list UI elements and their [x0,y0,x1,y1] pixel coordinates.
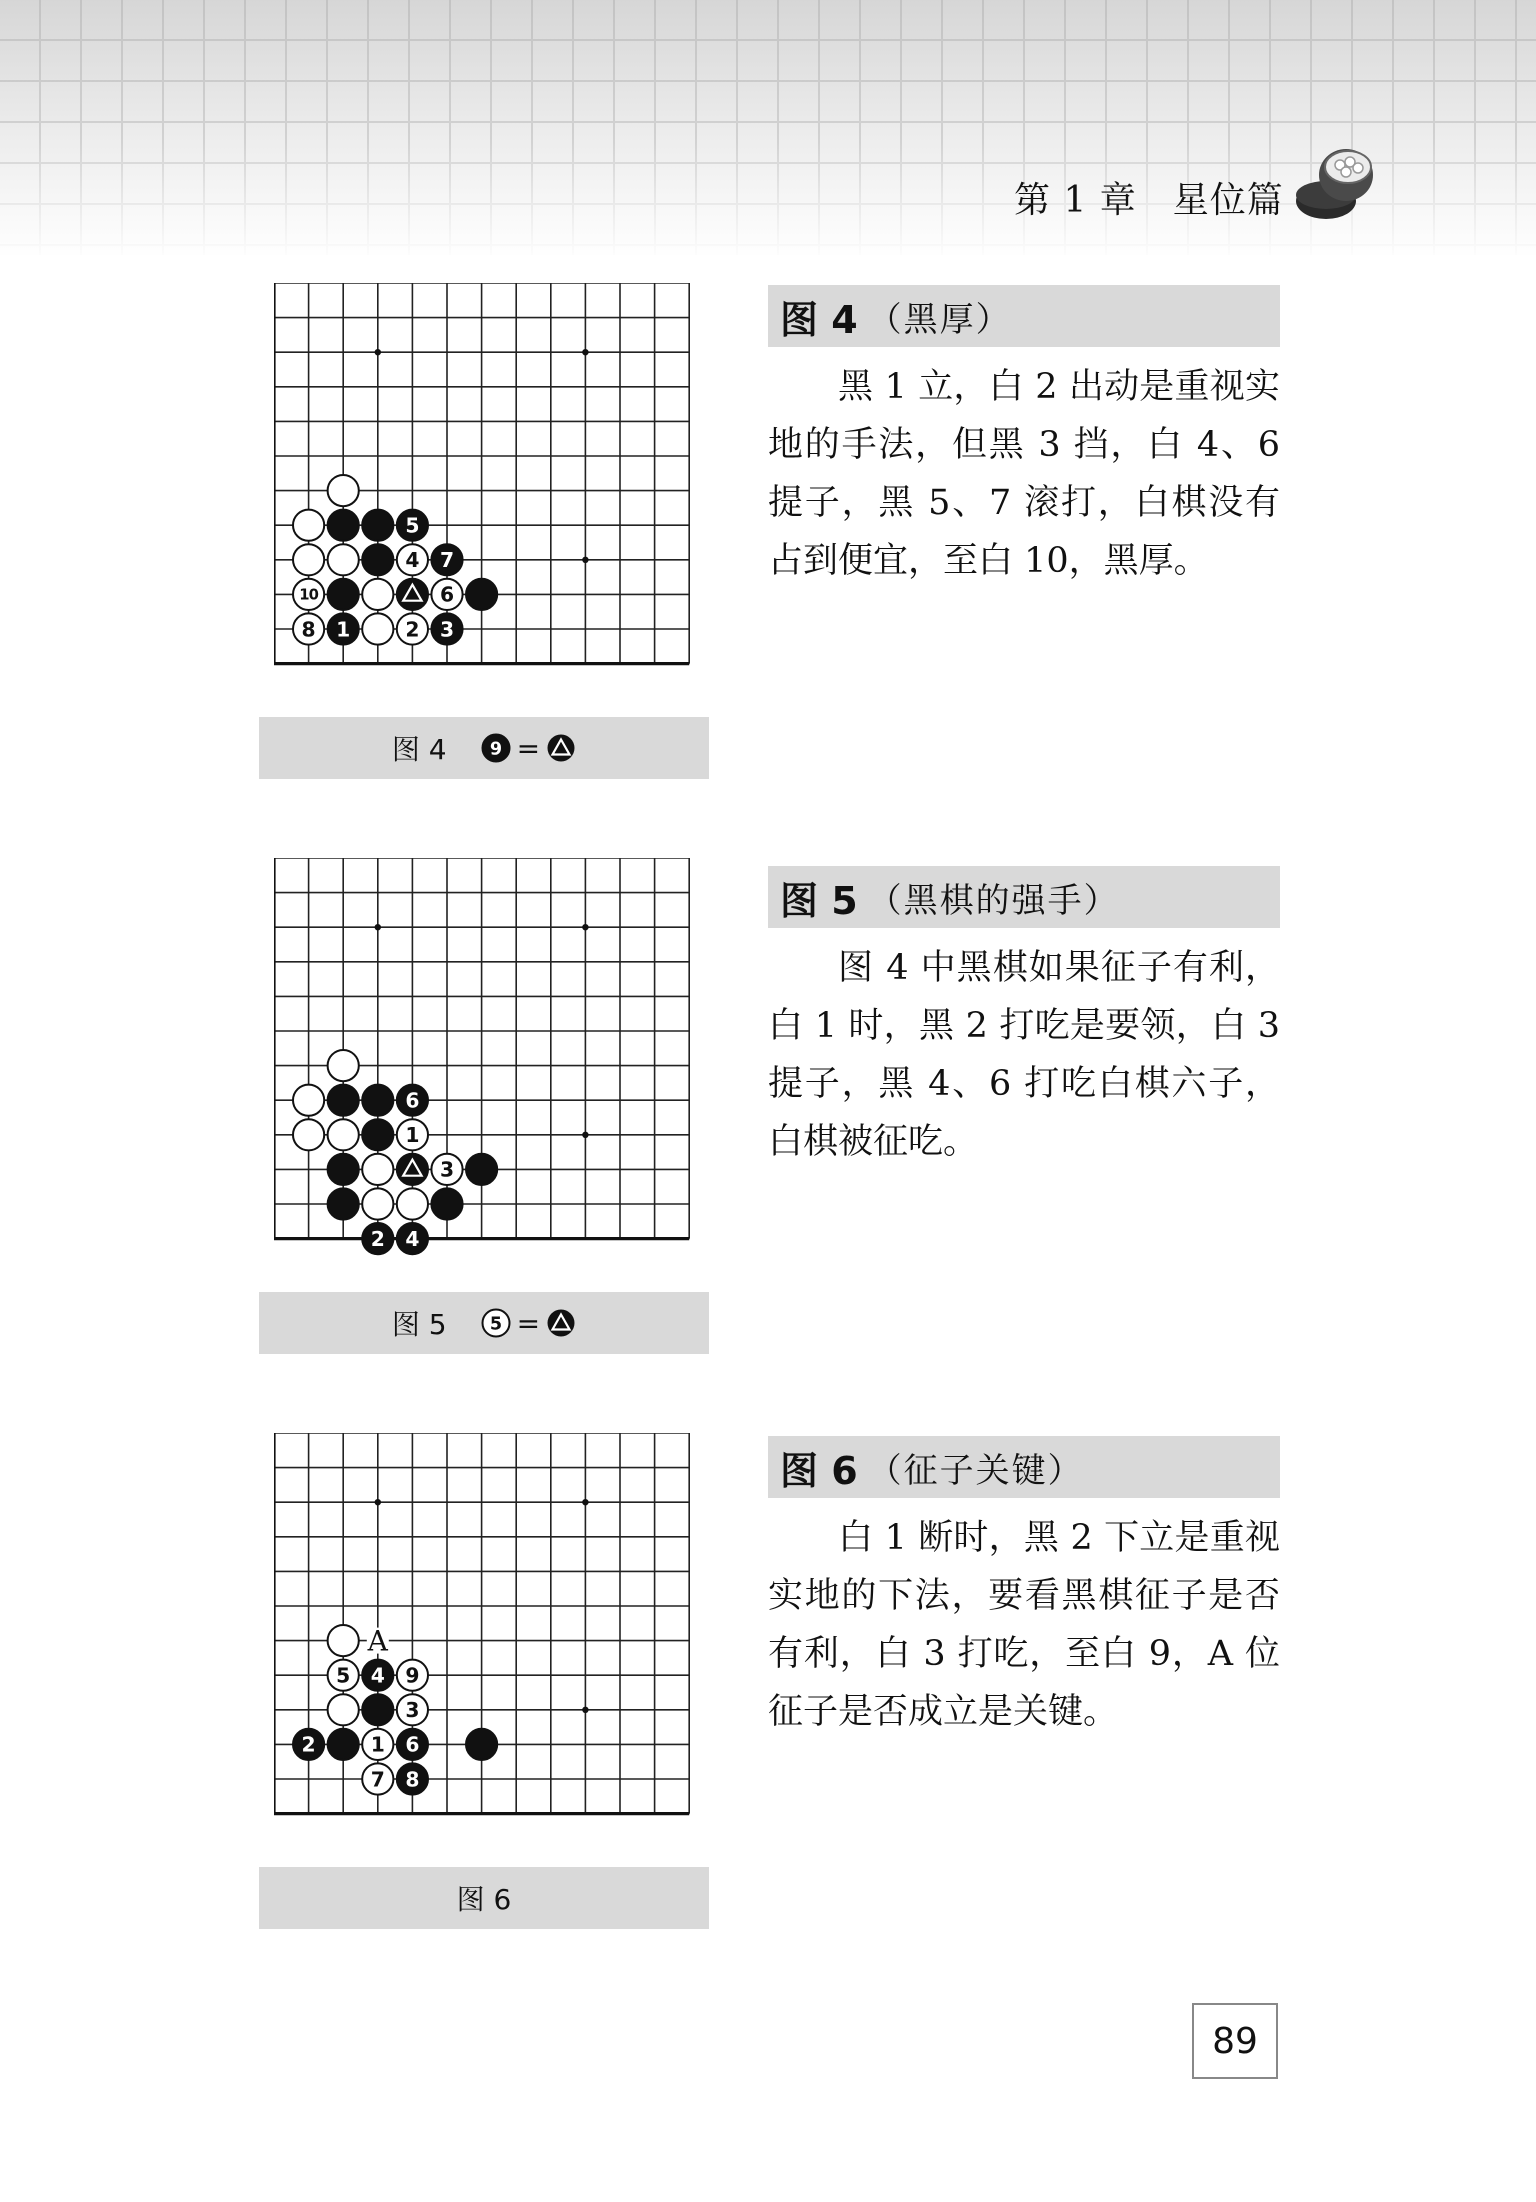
svg-text:6: 6 [405,1088,420,1113]
svg-text:1: 1 [405,1123,420,1148]
go-board-fig6 [274,1433,710,1837]
go-stone [397,1085,428,1116]
svg-text:6: 6 [405,1732,420,1757]
go-stone [328,1119,359,1150]
go-stone [362,1154,393,1185]
go-stone [328,613,359,644]
caption-equals: = [516,731,541,765]
go-stone [328,475,359,506]
go-stone [362,579,393,610]
go-stone [397,544,428,575]
go-stone [362,1188,393,1219]
svg-text:5: 5 [336,1663,351,1688]
go-stone [362,510,393,541]
go-stone [397,1154,428,1185]
go-stone [328,579,359,610]
go-stone [328,1625,359,1656]
go-stone [431,613,462,644]
go-stone [362,544,393,575]
svg-text:5: 5 [405,513,420,538]
chapter-heading [1014,172,1284,223]
caption-label: 图 4 [391,733,447,766]
section-subtitle: （黑厚） [867,299,1012,340]
go-stone [362,1729,393,1760]
go-stone [293,1119,324,1150]
section-heading-fig6 [768,1436,1280,1498]
section-fig-label: 图 4 [780,297,858,342]
go-stone [362,613,393,644]
svg-text:8: 8 [405,1767,420,1792]
chapter-label: 第 1 章 [1014,180,1137,221]
svg-text:7: 7 [370,1767,385,1792]
go-stone [328,510,359,541]
triangle-stone-icon [546,1308,576,1338]
star-point [582,1132,588,1138]
go-stone [328,1660,359,1691]
svg-text:9: 9 [489,739,502,760]
note-stone-icon [481,1308,511,1338]
go-stone [397,1119,428,1150]
svg-text:4: 4 [405,548,420,573]
go-stone [362,1223,393,1254]
go-stone [362,1763,393,1794]
section-subtitle: （黑棋的强手） [867,880,1120,921]
go-stone [328,544,359,575]
triangle-stone-icon [546,733,576,763]
go-stone [362,1119,393,1150]
svg-text:9: 9 [405,1663,420,1688]
go-stone [431,579,462,610]
svg-text:4: 4 [370,1663,385,1688]
caption-label: 图 5 [391,1308,447,1341]
go-stone [328,1694,359,1725]
page-number: 89 [1192,2003,1278,2079]
svg-text:4: 4 [405,1226,420,1251]
go-stone [293,1085,324,1116]
section-fig-label: 图 5 [780,878,858,923]
section-fig-label: 图 6 [780,1448,858,1493]
go-stone [293,510,324,541]
go-stone [466,579,497,610]
go-stone [328,1154,359,1185]
chapter-title: 星位篇 [1172,180,1284,221]
star-point [582,349,588,355]
go-stone [328,1729,359,1760]
svg-text:6: 6 [439,582,455,607]
go-stone [397,1729,428,1760]
svg-text:3: 3 [439,1157,455,1182]
star-point [375,924,381,930]
star-point [375,1499,381,1505]
go-stone [362,1660,393,1691]
section-text-fig5: 图 4 中黑棋如果征子有利，白 1 时，黑 2 打吃是要领，白 3 提子，黑 4、6 打吃白棋六子，白棋被征吃。 [768,948,1280,1162]
go-stone [431,1188,462,1219]
svg-text:3: 3 [405,1698,420,1723]
caption-fig6 [259,1867,709,1929]
star-point [375,349,381,355]
go-stone [431,1154,462,1185]
section-text-fig4: 黑 1 立，白 2 出动是重视实地的手法，但黑 3 挡，白 4、6 提子，黑 5、7 滚打，白棋没有占到便宜，至白 10，黑厚。 [768,367,1280,581]
go-stone [293,544,324,575]
caption-stone [482,735,509,762]
go-stone [328,1085,359,1116]
star-point [582,1707,588,1713]
go-stone [397,1660,428,1691]
svg-text:7: 7 [439,548,455,573]
star-point [582,557,588,563]
go-stone [293,579,324,610]
svg-text:2: 2 [301,1732,316,1757]
svg-text:2: 2 [370,1226,385,1251]
star-point [582,1499,588,1505]
go-stone [397,510,428,541]
go-stone [328,1188,359,1219]
go-stone [397,613,428,644]
go-stone [431,544,462,575]
go-stone [362,1085,393,1116]
section-heading-fig4 [768,285,1280,347]
go-stone [397,579,428,610]
go-stone [397,1763,428,1794]
svg-text:5: 5 [489,1314,502,1335]
go-stone [466,1729,497,1760]
caption-fig5 [259,1292,709,1354]
svg-text:10: 10 [299,586,318,604]
caption-fig4 [259,717,709,779]
go-board-fig5 [274,858,710,1262]
svg-text:2: 2 [405,617,420,642]
section-subtitle: （征子关键） [867,1450,1084,1491]
go-stone [397,1694,428,1725]
go-stone [362,1694,393,1725]
section-text-fig6: 白 1 断时，黑 2 下立是重视实地的下法，要看黑棋征子是否有利，白 3 打吃，至白 9，A 位征子是否成立是关键。 [768,1518,1280,1732]
star-point [582,924,588,930]
go-stone [293,1729,324,1760]
go-bowl-icon [1290,135,1380,230]
go-stone [328,1050,359,1081]
go-board-fig4 [274,283,710,687]
section-heading-fig5 [768,866,1280,928]
board-label: A [367,1624,388,1658]
svg-text:8: 8 [301,617,316,642]
go-stone [397,1223,428,1254]
go-stone [397,1188,428,1219]
caption-stone [482,1310,509,1337]
svg-text:1: 1 [370,1732,385,1757]
note-stone-icon [481,733,511,763]
svg-text:3: 3 [439,617,455,642]
go-stone [293,613,324,644]
caption-label: 图 6 [456,1883,512,1916]
caption-equals: = [516,1306,541,1340]
go-stone [466,1154,497,1185]
svg-text:1: 1 [336,617,351,642]
